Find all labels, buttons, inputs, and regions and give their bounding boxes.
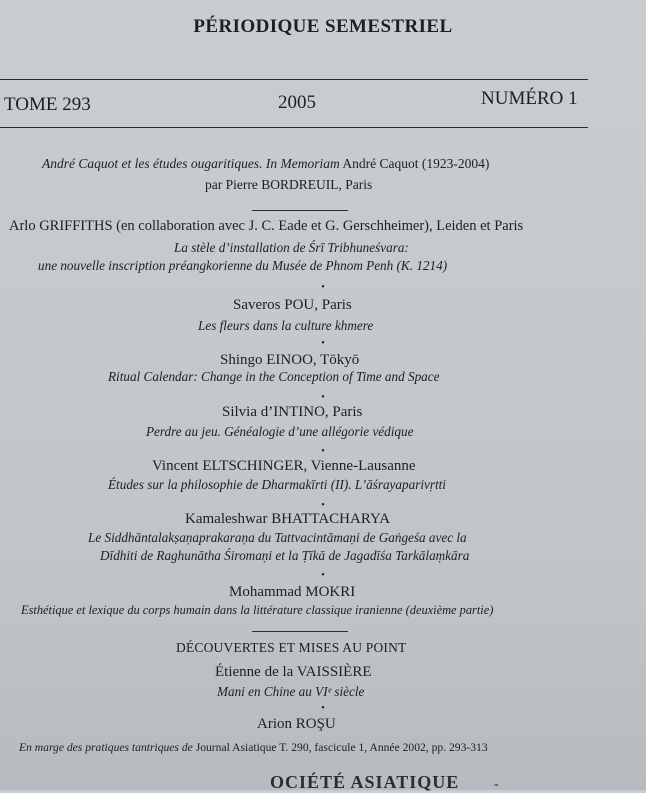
section-item-title-rest: Journal Asiatique T. 290, fascicule 1, Année 2002, pp. 293-313 — [195, 741, 488, 754]
article-title: Esthétique et lexique du corps humain dans la littérature classique iranienne (deuxième partie) — [21, 603, 494, 617]
article-author: Saveros POU, Paris — [233, 297, 352, 313]
article-title: Dīdhiti de Raghunātha Śiromaṇi et la Ṭīkā de Jagadīśa Tarkālaṃkāra — [100, 548, 470, 563]
article-title: une nouvelle inscription préangkorienne du Musée de Phnom Penh (K. 1214) — [38, 258, 448, 273]
bullet-separator: • — [321, 500, 325, 511]
article-author: Shingo EINOO, Tōkyō — [220, 352, 360, 368]
separator-rule — [252, 631, 348, 632]
article-title: Les fleurs dans la culture khmere — [198, 318, 374, 333]
article-author: Mohammad MOKRI — [229, 584, 356, 600]
footer-publisher-name: OCIÉTÉ ASIATIQUE — [270, 772, 460, 792]
section-item-author: Arion ROŞU — [257, 716, 336, 732]
article-title: Études sur la philosophie de Dharmakīrti (II). L’āśrayaparivṛtti — [108, 477, 446, 492]
section-item-author: Étienne de la VAISSIÈRE — [215, 664, 372, 680]
memoriam-title-rest: André Caquot (1923-2004) — [342, 156, 490, 171]
article-title: Perdre au jeu. Généalogie d’une allégorie védique — [146, 424, 414, 439]
section-item-title-italic: En marge des pratiques tantriques de — [19, 741, 193, 754]
bullet-separator: • — [321, 570, 325, 581]
separator-rule — [252, 210, 348, 211]
periodical-title: PÉRIODIQUE SEMESTRIEL — [193, 16, 453, 37]
footer-tail: - — [494, 777, 499, 792]
bullet-separator: • — [321, 446, 325, 457]
header-bottom-rule — [0, 127, 588, 128]
bullet-separator: • — [321, 392, 325, 403]
header-top-rule — [0, 79, 588, 80]
bullet-separator: • — [321, 282, 325, 293]
article-title: Le Siddhāntalakṣaṇaprakaraṇa du Tattvacintāmaṇi de Gaṅgeśa avec la — [88, 530, 467, 545]
article-title: La stèle d’installation de Śrī Tribhuneśvara: — [174, 240, 409, 255]
article-author: Arlo GRIFFITHS (en collaboration avec J. C. Eade et G. Gerschheimer), Leiden et Paris — [9, 218, 524, 234]
numero-label: NUMÉRO 1 — [481, 88, 578, 109]
section-item-title — [19, 741, 488, 754]
article-title: Ritual Calendar: Change in the Conception of Time and Space — [108, 369, 440, 384]
year-label: 2005 — [278, 92, 316, 113]
memoriam-byline: par Pierre BORDREUIL, Paris — [205, 177, 373, 192]
bullet-separator: • — [321, 703, 325, 714]
tome-label: TOME 293 — [4, 94, 91, 115]
article-author: Silvia d’INTINO, Paris — [222, 404, 363, 420]
article-author: Kamaleshwar BHATTACHARYA — [185, 511, 391, 527]
memoriam-title-italic: André Caquot et les études ougaritiques. In Memoriam — [42, 156, 340, 171]
section-heading: DÉCOUVERTES ET MISES AU POINT — [176, 640, 407, 655]
article-author: Vincent ELTSCHINGER, Vienne-Lausanne — [152, 458, 416, 474]
memoriam-title — [42, 156, 489, 172]
bullet-separator: • — [321, 338, 325, 349]
section-item-title: Mani en Chine au VIᵉ siècle — [217, 684, 365, 699]
